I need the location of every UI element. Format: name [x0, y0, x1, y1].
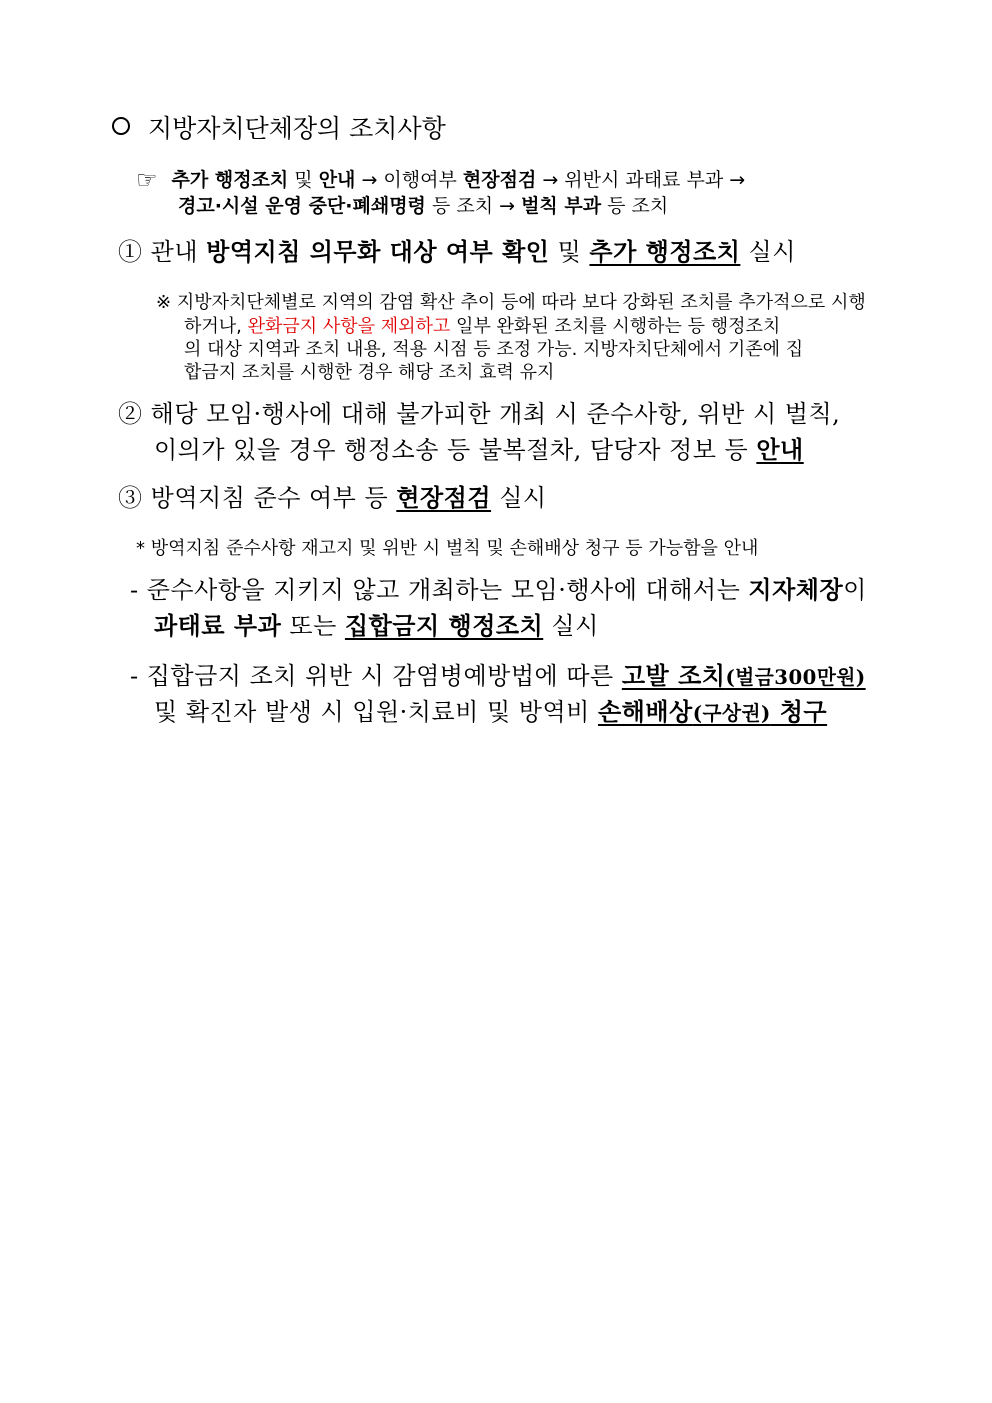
item-text: 및: [549, 238, 590, 266]
asterisk-mark: *: [136, 538, 145, 559]
asterisk-note: [136, 538, 758, 560]
accusation-emphasis: [622, 661, 866, 690]
procedure-flow-line-1: [136, 166, 745, 195]
note-text: 지방자치단체별로 지역의 감염 확산 추이 등에 따라 보다 강화된 조치를 추가적으로 시행: [176, 292, 866, 313]
flow-text: 등 조치 →: [425, 195, 522, 217]
dash-mark: -: [130, 576, 139, 604]
flow-text: → 이행여부: [355, 169, 463, 191]
note-red-emphasis: 완화금지 사항을 제외하고: [247, 316, 451, 337]
note-text: 일부 완화된 조치를 시행하는 등 행정조치: [450, 316, 781, 337]
item-emphasis: 손해배상: [597, 697, 693, 726]
pointing-hand-icon: ☞: [136, 166, 158, 194]
damages-emphasis: [598, 697, 827, 726]
item-number: ②: [118, 400, 143, 428]
reference-mark: ※: [156, 292, 172, 313]
note-text: 하거나,: [184, 316, 248, 337]
flow-text: 및: [288, 169, 319, 191]
item-text: 실시: [740, 238, 796, 266]
item-emphasis: 고발 조치: [621, 661, 726, 690]
item-number: ①: [118, 238, 143, 266]
section-heading: [112, 114, 446, 144]
numbered-item-2-line-2: [154, 436, 804, 465]
flow-step-notice: 안내: [318, 169, 356, 191]
item-emphasis-underlined: 현장점검: [396, 483, 492, 512]
item-number: ③: [118, 484, 143, 512]
item-text: 집합금지 조치 위반 시 감염병예방법에 따른: [146, 662, 622, 690]
item-text: 관내: [150, 238, 207, 266]
dash-mark: -: [130, 662, 139, 690]
item-text: 또는: [281, 612, 345, 640]
numbered-item-2-line-1: [118, 400, 840, 429]
flow-step-additional-admin-action: 추가 행정조치: [171, 169, 289, 191]
item-text: 해당 모임·행사에 대해 불가피한 개최 시 준수사항, 위반 시 벌칙,: [150, 400, 841, 428]
note-text: 방역지침 준수사항 재고지 및 위반 시 벌칙 및 손해배상 청구 등 가능함을 안내: [150, 538, 759, 559]
heading-text: 지방자치단체장의 조치사항: [148, 114, 446, 143]
item-emphasis-underlined: 집합금지 행정조치: [344, 611, 544, 640]
item-emphasis: 과태료 부과: [154, 611, 282, 640]
indemnity-right: (구상권): [692, 702, 771, 725]
flow-text: 등 조치: [601, 195, 669, 217]
dash-item-2-line-1: [130, 662, 866, 691]
numbered-item-3: [118, 484, 547, 513]
note-line-1: [156, 292, 866, 314]
numbered-item-1: [118, 238, 796, 267]
dash-item-1-line-1: [130, 576, 867, 605]
item-text: 이: [843, 576, 867, 604]
procedure-flow-line-2: [178, 195, 668, 218]
item-emphasis: 청구: [770, 697, 828, 726]
note-line-2: [184, 316, 780, 338]
note-text: 의 대상 지역과 조치 내용, 적용 시점 등 조정 가능. 지방자치단체에서 기존에 집: [184, 339, 804, 360]
item-text: 실시: [543, 612, 599, 640]
circle-bullet-icon: [112, 117, 130, 135]
flow-step-closure-order: 경고·시설 운영 중단·폐쇄명령: [178, 195, 426, 217]
item-text: 방역지침 준수 여부 등: [150, 484, 397, 512]
flow-step-site-inspection: 현장점검: [462, 169, 537, 191]
flow-text: → 위반시 과태료 부과 →: [536, 169, 746, 191]
dash-item-2-line-2: [154, 698, 827, 727]
flow-step-penalty: 벌칙 부과: [521, 195, 602, 217]
item-emphasis-underlined: 안내: [756, 435, 804, 464]
note-line-3: [184, 339, 803, 361]
item-emphasis-underlined: 추가 행정조치: [589, 237, 741, 266]
item-text: 이의가 있을 경우 행정소송 등 불복절차, 담당자 정보 등: [154, 436, 757, 464]
item-emphasis: 방역지침 의무화 대상 여부 확인: [206, 237, 550, 266]
item-text: 실시: [491, 484, 547, 512]
item-text: 및 확진자 발생 시 입원·치료비 및 방역비: [154, 698, 598, 726]
item-text: 준수사항을 지키지 않고 개최하는 모임·행사에 대해서는: [146, 576, 749, 604]
dash-item-1-line-2: [154, 612, 599, 641]
fine-amount: (벌금300만원): [725, 666, 866, 689]
note-line-4: [184, 362, 554, 384]
note-text: 합금지 조치를 시행한 경우 해당 조치 효력 유지: [184, 362, 555, 383]
item-emphasis: 지자체장: [748, 575, 844, 604]
